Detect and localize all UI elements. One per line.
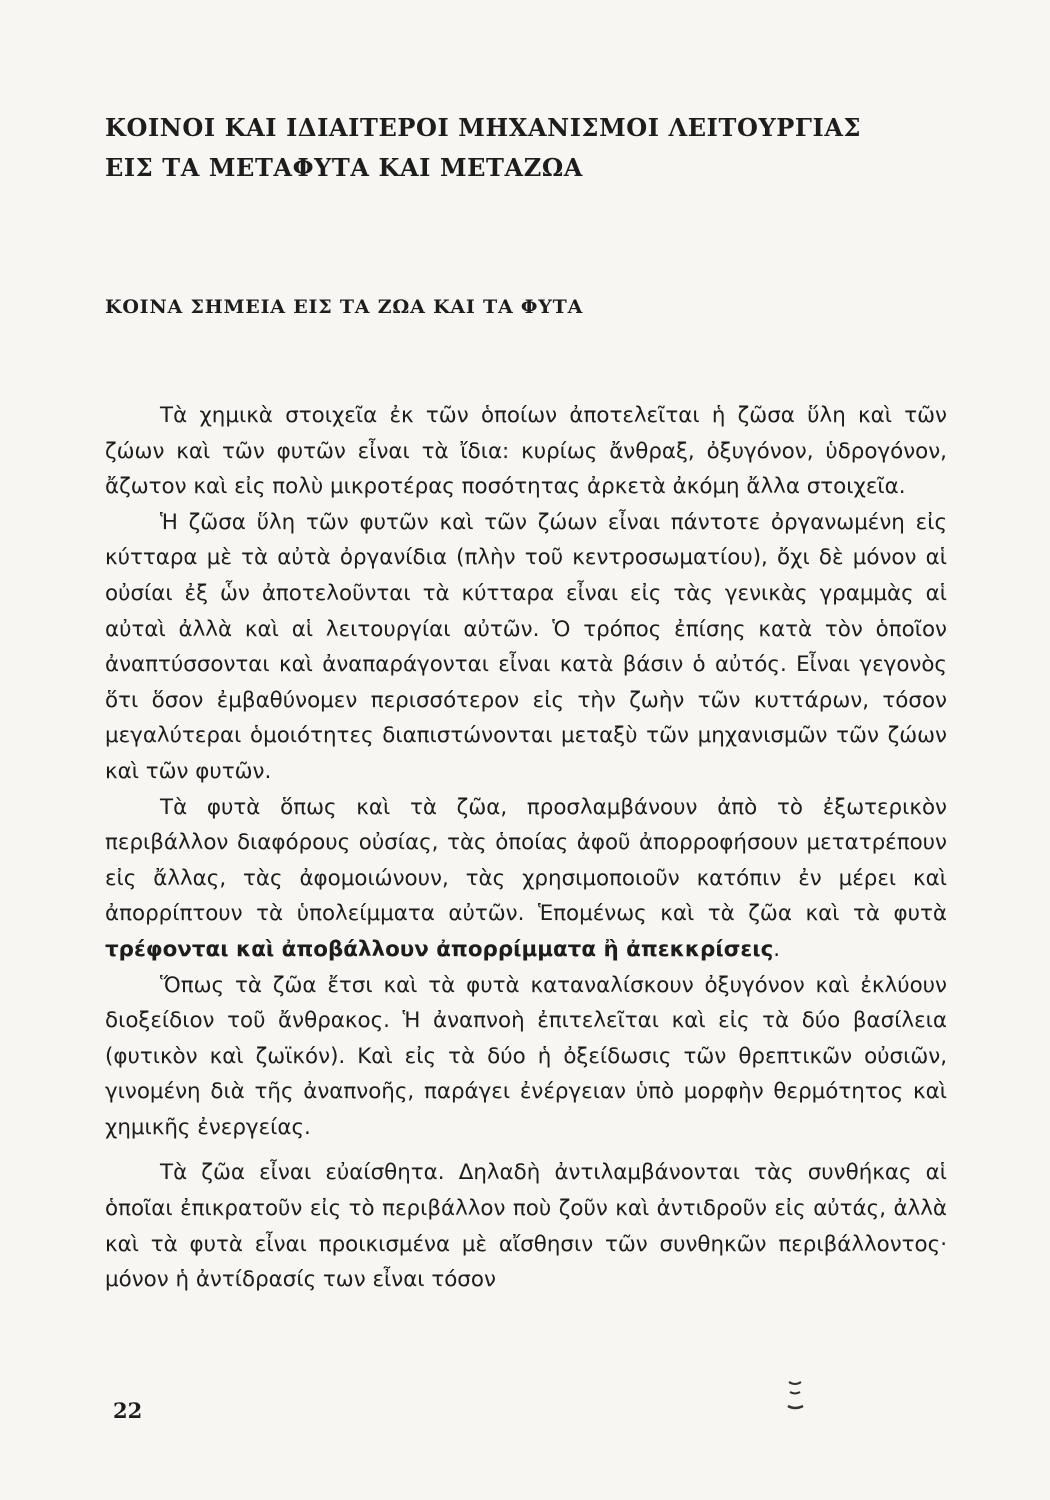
- chapter-title-line-2: ΕΙΣ ΤΑ ΜΕΤΑΦΥΤΑ ΚΑΙ ΜΕΤΑΖΩΑ: [105, 153, 584, 182]
- paragraph-5: Τὰ ζῶα εἶναι εὐαίσθητα. Δηλαδὴ ἀντιλαμβάνονται τὰς συνθήκας αἱ ὁποῖαι ἐπικρατοῦν εἰς τὸ περιβάλλον ποὺ ζοῦν καὶ ἀντιδροῦν εἰς αὐτάς, ἀλλὰ καὶ τὰ φυτὰ εἶναι προικισμένα μὲ αἴσθησιν τῶν συνθηκῶν περιβάλλοντος· μόνον ἡ ἀντίδρασίς των εἶναι τόσον: [105, 1160, 947, 1293]
- page-number: 22: [113, 1398, 143, 1423]
- chapter-title: [105, 108, 947, 188]
- paragraph-3-end: .: [773, 936, 781, 962]
- page: [105, 108, 947, 1293]
- paragraph-3-start: Τὰ φυτὰ ὅπως καὶ τὰ ζῶα, προσλαμβάνουν ἀπὸ τὸ ἐξωτερικὸν περιβάλλον διαφόρους οὐσίας, τὰς ὁποίας ἀφοῦ ἀπορροφήσουν μετατρέπουν εἰς ἄλλας, τὰς ἀφομοιώνουν, τὰς χρησιμοποιοῦν κατόπιν ἐν μέρει καὶ ἀπορρίπτουν τὰ ὑπολείμματα αὐτῶν. Ἑπομένως καὶ τὰ ζῶα καὶ τὰ φυτὰ: [105, 794, 947, 927]
- section-title: ΚΟΙΝΑ ΣΗΜΕΙΑ ΕΙΣ ΤΑ ΖΩΑ ΚΑΙ ΤΑ ΦΥΤΑ: [105, 296, 584, 318]
- paragraph-3-bold: τρέφονται καὶ ἀποβάλλουν ἀπορρίμματα ἢ ἀπεκκρίσεις: [105, 936, 774, 962]
- chapter-title-line-1: ΚΟΙΝΟΙ ΚΑΙ ΙΔΙΑΙΤΕΡΟΙ ΜΗΧΑΝΙΣΜΟΙ ΛΕΙΤΟΥΡΓΙΑΣ: [105, 113, 862, 142]
- printer-mark-icon: [785, 1376, 805, 1416]
- paragraph-2: Ἡ ζῶσα ὕλη τῶν φυτῶν καὶ τῶν ζώων εἶναι πάντοτε ὀργανωμένη εἰς κύτταρα μὲ τὰ αὐτὰ ὀργανίδια (πλὴν τοῦ κεντροσωματίου), ὄχι δὲ μόνον αἱ οὐσίαι ἐξ ὧν ἀποτελοῦνται τὰ κύτταρα εἶναι εἰς τὰς γενικὰς γραμμὰς αἱ αὐταὶ ἀλλὰ καὶ αἱ λειτουργίαι αὐτῶν. Ὁ τρόπος ἐπίσης κατὰ τὸν ὁποῖον ἀναπτύσσονται καὶ ἀναπαράγονται εἶναι κατὰ βάσιν ὁ αὐτός. Εἶναι γεγονὸς ὅτι ὅσον ἐμβαθύνομεν περισσότερον εἰς τὴν ζωὴν τῶν κυττάρων, τόσον μεγαλύτεραι ὁμοιότητες διαπιστώνονται μεταξὺ τῶν μηχανισμῶν τῶν ζώων καὶ τῶν φυτῶν.: [105, 509, 947, 784]
- body-text: [105, 398, 947, 1298]
- paragraph-4: Ὅπως τὰ ζῶα ἔτσι καὶ τὰ φυτὰ καταναλίσκουν ὀξυγόνον καὶ ἐκλύουν διοξείδιον τοῦ ἄνθρακος. Ἡ ἀναπνοὴ ἐπιτελεῖται καὶ εἰς τὰ δύο βασίλεια (φυτικὸν καὶ ζωϊκόν). Καὶ εἰς τὰ δύο ἡ ὀξείδωσις τῶν θρεπτικῶν οὐσιῶν, γινομένη διὰ τῆς ἀναπνοῆς, παράγει ἐνέργειαν ὑπὸ μορφὴν θερμότητος καὶ χημικῆς ἐνεργείας.: [105, 972, 947, 1140]
- paragraph-3: [105, 790, 947, 968]
- paragraph-1: Τὰ χημικὰ στοιχεῖα ἐκ τῶν ὁποίων ἀποτελεῖται ἡ ζῶσα ὕλη καὶ τῶν ζώων καὶ τῶν φυτῶν εἶναι τὰ ἴδια: κυρίως ἄνθραξ, ὀξυγόνον, ὑδρογόνον, ἄζωτον καὶ εἰς πολὺ μικροτέρας ποσότητας ἀρκετὰ ἀκόμη ἄλλα στοιχεῖα.: [105, 403, 947, 500]
